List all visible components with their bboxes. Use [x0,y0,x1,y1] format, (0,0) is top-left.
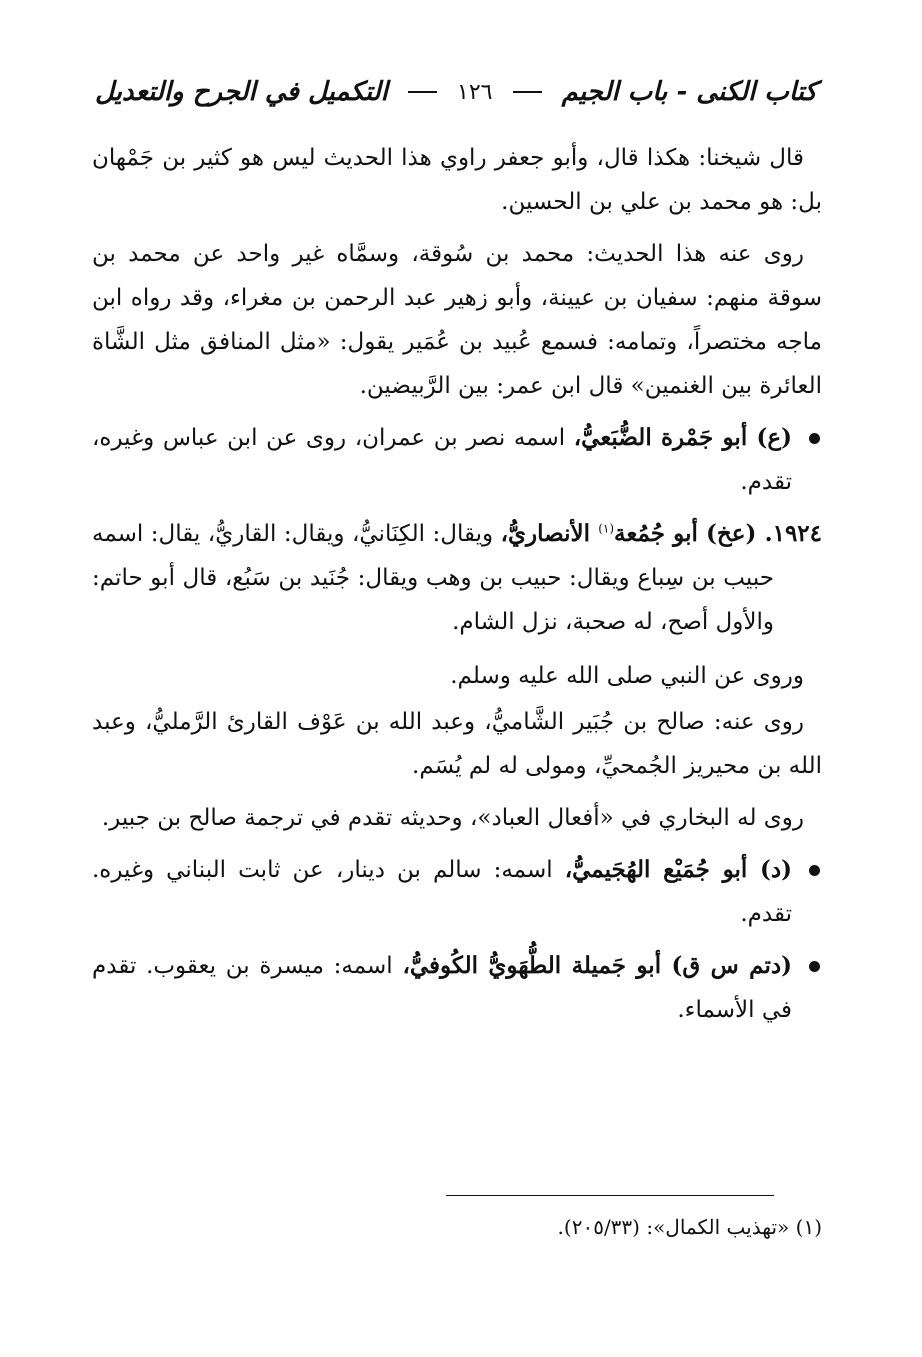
bullet-entry-abu-jamra [92,416,822,504]
entry-text: اسمه نصر بن عمران، روى عن ابن عباس وغيره، تقدم. [92,425,792,495]
bullet-icon [809,961,820,972]
paragraph: وروى عن النبي صلى الله عليه وسلم. [450,663,804,689]
bullet-icon [809,433,820,444]
entry-text: اسمه: سالم بن دينار، عن ثابت البناني وغيره. تقدم. [92,857,792,927]
bullet-entry-abu-jumay [92,848,822,936]
bullet-icon [809,865,820,876]
footnote-divider [446,1195,774,1196]
entry-name: (د) أبو جُمَيْع الهُجَيميُّ، [564,856,793,883]
footnote: (١) «تهذيب الكمال»: (٢٠٥/٣٣). [557,1215,822,1239]
paragraph: روى له البخاري في «أفعال العباد»، وحديثه تقدم في ترجمة صالح بن جبير. [101,805,804,831]
entry-name: (دتم س ق) أبو جَميلة الطُّهَويُّ الكُوفيُّ، [402,952,793,979]
header-book-title: التكميل في الجرح والتعديل [95,77,388,107]
bullet-entry-abu-jamila [92,944,822,1032]
page-body [92,136,822,1040]
entry-text: ويقال: الكِنَانيُّ، ويقال: القاريُّ، يقال: اسمه حبيب بن سِباع ويقال: حبيب بن وهب ويقال: جُنَيد بن سَبُع، قال أبو حاتم: والأول أصح، له صحبة، نزل الشام. [92,521,774,635]
header-dash [408,91,437,93]
paragraph: روى عنه هذا الحديث: محمد بن سُوقة، وسمَّاه غير واحد عن محمد بن سوقة منهم: سفيان بن عيينة، وأبو زهير عبد الرحمن بن مغراء، وقد رواه ابن ماجه مختصراً، وتمامه: فسمع عُبيد بن عُمَير يقول: «مثل المنافق مثل الشَّاة العائرة بين الغنمين» قال ابن عمر: بين الرَّبيضين. [92,241,822,399]
entry-text: اسمه: ميسرة بن يعقوب. تقدم في الأسماء. [92,953,792,1023]
page-header [95,70,817,114]
page-number: ١٢٦ [457,79,493,105]
numbered-entry-1924 [92,512,822,644]
paragraph: روى عنه: صالح بن جُبَير الشَّاميُّ، وعبد الله بن عَوْف القارئ الرَّمليُّ، وعبد الله بن محيريز الجُمحيِّ، ومولى له لم يُسَم. [92,709,822,779]
entry-name: (ع) أبو جَمْرة الضُّبَعيُّ، [573,424,792,451]
entry-nisba: الأنصاريُّ، [500,520,599,547]
header-dash [513,91,542,93]
entry-body [92,512,822,644]
entry-number-and-name: ١٩٢٤. (عخ) أبو جُمُعة [614,520,823,547]
footnote-reference[interactable]: (١) [598,521,615,536]
header-chapter-title: كتاب الكنى - باب الجيم [561,77,817,107]
paragraph: قال شيخنا: هكذا قال، وأبو جعفر راوي هذا الحديث ليس هو كثير بن جَمْهان بل: هو محمد بن علي بن الحسين. [92,145,822,215]
